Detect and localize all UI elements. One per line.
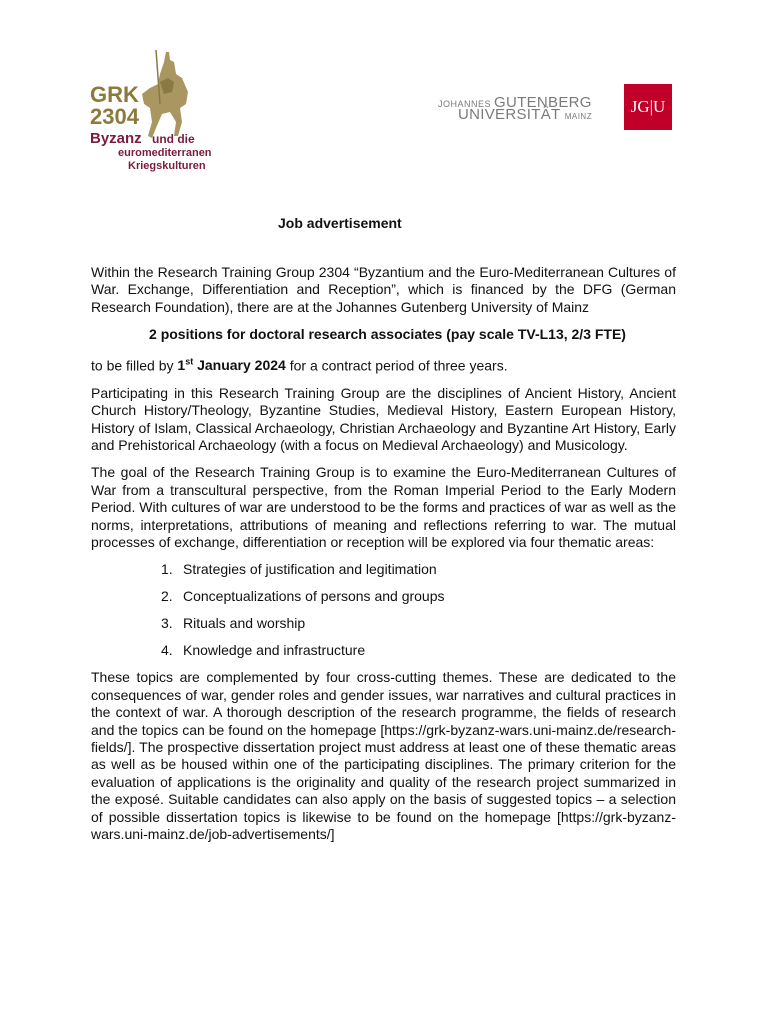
jgu-johannes: JOHANNES <box>438 99 492 109</box>
grk-und: und die <box>152 132 195 146</box>
grk-code-line2: 2304 <box>90 104 139 129</box>
document-body <box>91 264 676 853</box>
list-item: 4. Knowledge and infrastructure <box>161 642 366 659</box>
grk-logo <box>90 48 240 173</box>
participating-paragraph: Participating in this Research Training Group are the disciplines of Ancient History, Ancient Church History/Theology, Byzantine Studies, Medieval History, Eastern European History, History of Islam, Classical Archaeology, Christian Archaeology and Byzantine Art History, Early and Prehistorical Archaeology (with a focus on Medieval Archaeology) and Musicology. <box>91 384 676 453</box>
intro-paragraph: Within the Research Training Group 2304 “Byzantium and the Euro-Mediterranean Cultures of War. Exchange, Differentiation and Reception”, which is financed by the DFG (German Research Foundation), there are at the Johannes Gutenberg University of Mainz <box>91 264 676 315</box>
jgu-mark: JG|U <box>624 84 672 130</box>
jgu-line2 <box>458 106 592 123</box>
page-title: Job advertisement <box>278 215 402 231</box>
jgu-logo <box>438 84 678 134</box>
start-after: for a contract period of three years. <box>285 357 508 374</box>
grk-byzanz: Byzanz <box>90 130 142 147</box>
topics-paragraph: These topics are complemented by four cross-cutting themes. These are dedicated to the consequences of war, gender roles and gender issues, war narratives and cultural practices in the context of war. A thorough description of the research programme, the fields of research and the topics can be found on the homepage [https://grk-byzanz-wars.uni-mainz.de/research-fields/]. The prospective dissertation project must address at least one of these thematic areas as well as be housed within one of the participating disciplines. The primary criterion for the evaluation of applications is the originality and quality of the research project summarized in the exposé. Suitable candidates can also apply on the basis of suggested topics – a selection of possible dissertation topics is likewise to be found on the homepage [https://grk-byzanz-wars.uni-mainz.de/job-advertisements/] <box>91 669 676 842</box>
thematic-areas-list <box>91 561 676 659</box>
list-item: 2. Conceptualizations of persons and groups <box>161 588 445 605</box>
grk-euro: euromediterranen <box>118 147 212 159</box>
positions-heading: 2 positions for doctoral research associates (pay scale TV-L13, 2/3 FTE) <box>149 326 626 343</box>
list-item: 3. Rituals and worship <box>161 615 306 632</box>
jgu-mainz: MAINZ <box>564 112 593 121</box>
start-day: 1st January 2024 <box>177 356 286 374</box>
grk-code-line1: GRK <box>90 82 139 107</box>
goal-paragraph: The goal of the Research Training Group is to examine the Euro-Mediterranean Cultures of War from a transcultural perspective, from the Roman Imperial Period to the Early Modern Period. With cultures of war are understood to be the forms and practices of war as well as the norms, interpretations, attributions of meaning and reflections referring to war. The mutual processes of exchange, differentiation or reception will be explored via four thematic areas: <box>91 464 676 550</box>
start-before: to be filled by <box>91 357 178 374</box>
start-date-paragraph <box>91 354 676 375</box>
equestrian-statue-icon <box>136 48 200 140</box>
grk-krieg: Kriegskulturen <box>128 160 206 172</box>
jgu-gutenberg: GUTENBERG <box>494 94 592 111</box>
list-item: 1. Strategies of justification and legitimation <box>161 561 437 578</box>
jgu-universitaet: UNIVERSITÄT <box>458 106 561 123</box>
